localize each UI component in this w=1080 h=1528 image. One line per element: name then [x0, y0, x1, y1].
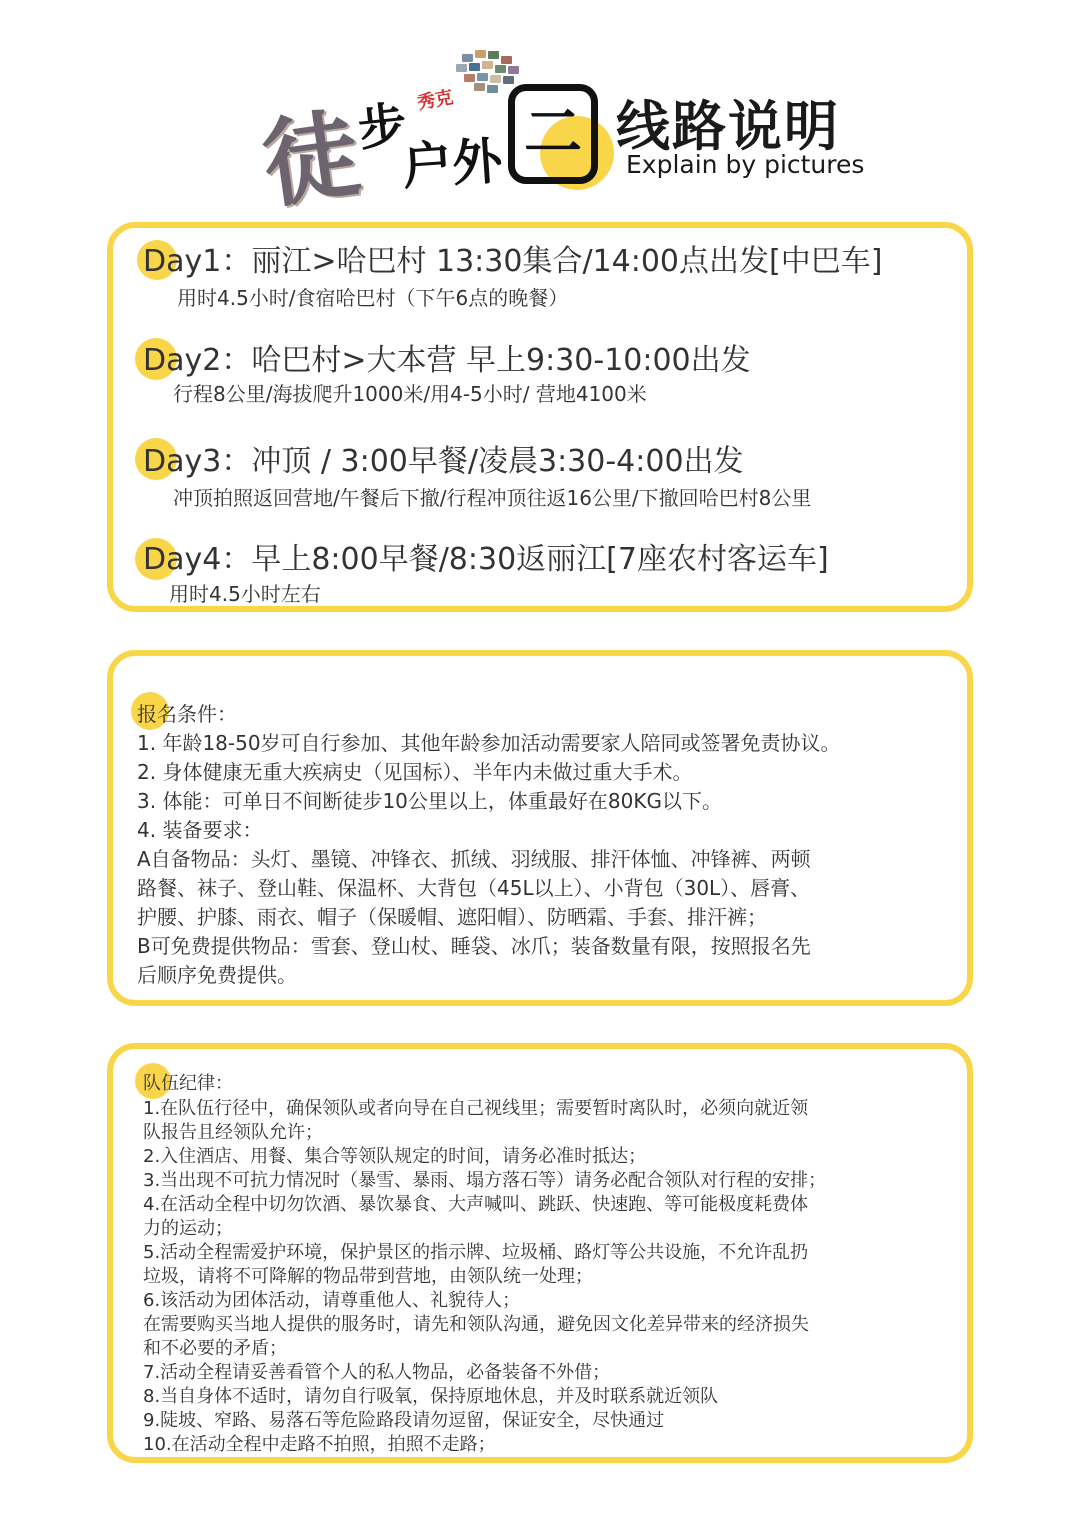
day2-title: Day2：哈巴村>大本营 早上9:30-10:00出发	[143, 343, 751, 378]
day1-detail: 用时4.5小时/食宿哈巴村（下午6点的晚餐）	[177, 286, 569, 310]
requirements-card	[107, 650, 973, 1006]
discipline-line: 7.活动全程请妥善看管个人的私人物品，必备装备不外借；	[143, 1362, 611, 1383]
logo-huwai-text: 户外	[400, 130, 505, 197]
discipline-card	[107, 1043, 973, 1463]
discipline-line: 8.当自身体不适时，请勿自行吸氧，保持原地休息，并及时联系就近领队	[143, 1386, 719, 1407]
logo-big-char: 徒	[255, 97, 363, 222]
discipline-line: 6.该活动为团体活动，请尊重他人、礼貌待人；	[143, 1290, 521, 1311]
discipline-line: 力的运动；	[143, 1218, 233, 1239]
requirements-line: 2. 身体健康无重大疾病史（见国标）、半年内未做过重大手术。	[137, 760, 693, 784]
page-header	[0, 0, 1080, 222]
requirements-line: 1. 年龄18-50岁可自行参加、其他年龄参加活动需要家人陪同或签署免责协议。	[137, 731, 841, 755]
page-title: 线路说明	[616, 95, 840, 158]
brand-logo	[255, 44, 522, 222]
discipline-heading: 队伍纪律：	[143, 1073, 233, 1094]
day4-detail: 用时4.5小时左右	[169, 582, 321, 606]
section-number: 二	[523, 98, 582, 166]
requirements-line: 4. 装备要求：	[137, 818, 263, 842]
logo-bu-char: 步	[355, 96, 410, 158]
discipline-line: 9.陡坡、窄路、易落石等危险路段请勿逗留，保证安全，尽快通过	[143, 1410, 665, 1431]
discipline-line: 3.当出现不可抗力情况时（暴雪、暴雨、塌方落石等）请务必配合领队对行程的安排；	[143, 1170, 827, 1191]
logo-seal-text: 秀克	[415, 87, 455, 114]
day1-title: Day1：丽江>哈巴村 13:30集合/14:00点出发[中巴车]	[143, 244, 883, 279]
discipline-line: 垃圾，请将不可降解的物品带到营地，由领队统一处理；	[143, 1266, 593, 1287]
day3-title: Day3：冲顶 / 3:00早餐/凌晨3:30-4:00出发	[143, 444, 744, 479]
requirements-line: B可免费提供物品：雪套、登山杖、睡袋、冰爪；装备数量有限，按照报名先	[137, 934, 811, 958]
itinerary-card	[107, 222, 973, 612]
requirements-line: 后顺序免费提供。	[137, 963, 297, 987]
discipline-line: 10.在活动全程中走路不拍照，拍照不走路；	[143, 1434, 496, 1455]
day4-title: Day4：早上8:00早餐/8:30返丽江[7座农村客运车]	[143, 542, 829, 577]
discipline-line: 队报告且经领队允许；	[143, 1122, 323, 1143]
day3-detail: 冲顶拍照返回营地/午餐后下撤/行程冲顶往返16公里/下撤回哈巴村8公里	[173, 486, 812, 510]
discipline-line: 和不必要的矛盾；	[143, 1338, 287, 1359]
discipline-line: 4.在活动全程中切勿饮酒、暴饮暴食、大声喊叫、跳跃、快速跑、等可能极度耗费体	[143, 1194, 809, 1215]
day2-detail: 行程8公里/海拔爬升1000米/用4-5小时/ 营地4100米	[173, 382, 647, 406]
discipline-line: 在需要购买当地人提供的服务时，请先和领队沟通，避免因文化差异带来的经济损失	[143, 1314, 809, 1335]
discipline-line: 2.入住酒店、用餐、集合等领队规定的时间，请务必准时抵达；	[143, 1146, 647, 1167]
requirements-line: 3. 体能：可单日不间断徒步10公里以上，体重最好在80KG以下。	[137, 789, 722, 813]
requirements-line: A自备物品：头灯、墨镜、冲锋衣、抓绒、羽绒服、排汗体恤、冲锋裤、两顿	[137, 847, 811, 871]
requirements-line: 路餐、袜子、登山鞋、保温杯、大背包（45L以上）、小背包（30L）、唇膏、	[137, 876, 811, 900]
requirements-heading: 报名条件：	[137, 702, 237, 726]
requirements-line: 护腰、护膝、雨衣、帽子（保暖帽、遮阳帽）、防晒霜、手套、排汗裤；	[137, 905, 767, 929]
page-subtitle: Explain by pictures	[626, 150, 865, 179]
discipline-line: 1.在队伍行径中，确保领队或者向导在自己视线里；需要暂时离队时，必须向就近领	[143, 1098, 809, 1119]
discipline-line: 5.活动全程需爱护环境，保护景区的指示牌、垃圾桶、路灯等公共设施，不允许乱扔	[143, 1242, 809, 1263]
